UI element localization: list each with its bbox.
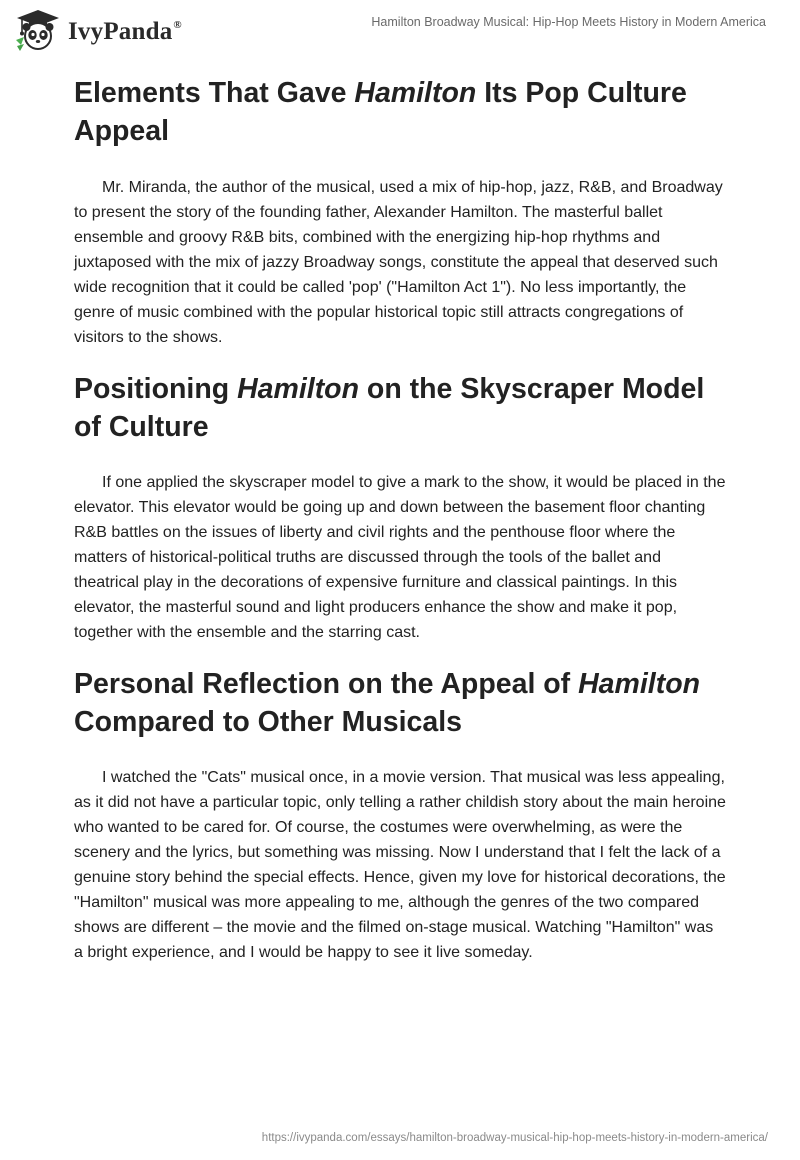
heading-text: Its Pop Culture Appeal xyxy=(74,77,687,147)
ivypanda-logo[interactable] xyxy=(14,8,182,52)
essay-content xyxy=(74,70,726,965)
section-heading-personal-reflection xyxy=(74,665,726,741)
heading-emphasis: Hamilton xyxy=(237,373,359,405)
panda-graduate-icon xyxy=(14,8,62,52)
heading-text: Compared to Other Musicals xyxy=(74,706,462,738)
source-url-link[interactable]: https://ivypanda.com/essays/hamilton-broadway-musical-hip-hop-meets-history-in-modern-america/ xyxy=(261,1132,768,1144)
heading-text: Personal Reflection on the Appeal of xyxy=(74,668,579,700)
document-title: Hamilton Broadway Musical: Hip-Hop Meets History in Modern America xyxy=(371,15,766,29)
heading-emphasis: Hamilton xyxy=(354,77,477,109)
heading-text: on the Skyscraper Model of Culture xyxy=(74,373,705,443)
section-paragraph-pop-culture-appeal: Mr. Miranda, the author of the musical, used a mix of hip-hop, jazz, R&B, and Broadway to present the story of the founding father, Alexander Hamilton. The masterful ballet ensemble and groovy R&B bits, combined with the energizing hip-hop rhythms and juxtaposed with the mix of jazzy Broadway songs, constitute the appeal that deserved such wide recognition that it could be called 'pop' ("Hamilton Act 1"). No less importantly, the genre of music combined with the popular historical topic still attracts congregations of visitors to the shows. xyxy=(74,179,723,346)
section-heading-skyscraper-model xyxy=(74,370,726,446)
section-paragraph-skyscraper-model: If one applied the skyscraper model to give a mark to the show, it would be placed in the elevator. This elevator would be going up and down between the basement floor chanting R&B battles on the issues of liberty and civil rights and the penthouse floor where the matters of historical-political truths are discussed through the tools of the ballet and theatrical play in the decorations of expensive furniture and classical paintings. In this elevator, the masterful sound and light producers enhance the show and make it pop, together with the ensemble and the starring cast. xyxy=(74,474,726,641)
heading-text: Positioning xyxy=(74,373,238,405)
logo-wordmark xyxy=(68,18,182,46)
registered-mark: ® xyxy=(173,19,182,31)
page-header xyxy=(0,0,800,62)
heading-text: Elements That Gave xyxy=(74,77,355,109)
heading-emphasis: Hamilton xyxy=(578,668,701,700)
section-heading-pop-culture-appeal xyxy=(74,74,726,150)
section-paragraph-personal-reflection: I watched the "Cats" musical once, in a movie version. That musical was less appealing, as it did not have a particular topic, only telling a rather childish story about the main heroine who wanted to be cared for. Of course, the costumes were overwhelming, as were the scenery and the lyrics, but something was missing. Now I understand that I felt the lack of a genuine story behind the special effects. Hence, given my love for historical decorations, the "Hamilton" musical was more appealing to me, although the genres of the two compared shows are different – the movie and the filmed on-stage musical. Watching "Hamilton" was a bright experience, and I would be happy to see it live someday. xyxy=(74,769,726,961)
brand-name: IvyPanda xyxy=(68,18,173,45)
